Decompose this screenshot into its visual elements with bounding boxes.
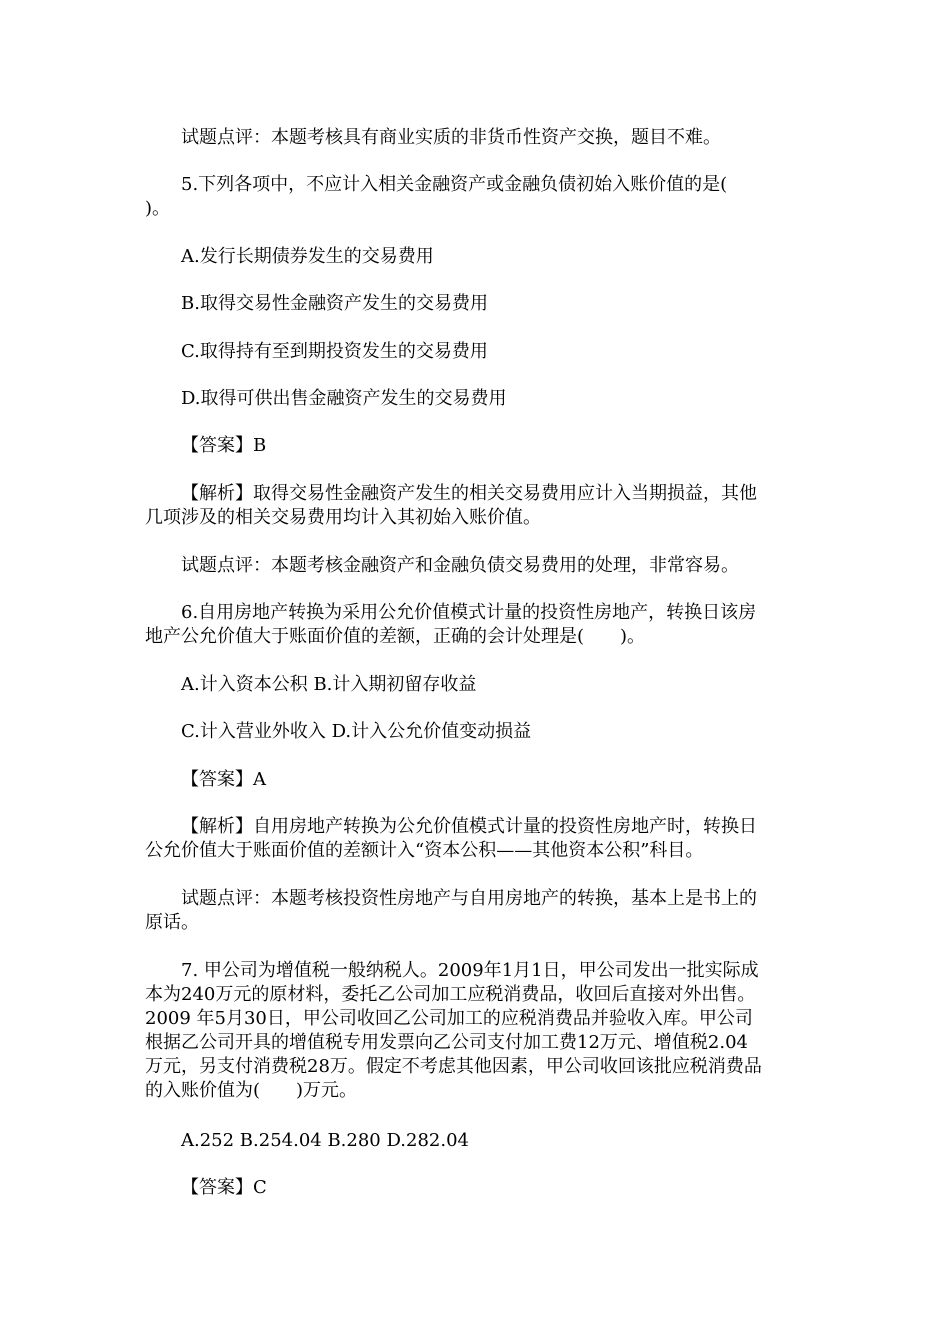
text-line: 地产公允价值大于账面价值的差额，正确的会计处理是( )。 xyxy=(145,626,646,647)
text-line: 根据乙公司开具的增值税专用发票向乙公司支付加工费12万元、增值税2.04 xyxy=(145,1032,748,1053)
text-line: 【解析】自用房地产转换为公允价值模式计量的投资性房地产时，转换日 xyxy=(181,816,757,837)
question-6-options-cd xyxy=(145,720,810,744)
text-line: C.计入营业外收入 D.计入公允价值变动损益 xyxy=(181,721,532,742)
text-line: 几项涉及的相关交易费用均计入其初始入账价值。 xyxy=(145,507,541,528)
text-line: 的入账价值为( )万元。 xyxy=(145,1080,358,1101)
question-5-comment xyxy=(145,554,810,578)
text-line: 6.自用房地产转换为采用公允价值模式计量的投资性房地产，转换日该房 xyxy=(181,602,757,623)
question-7-stem xyxy=(145,959,810,1103)
text-line: C.取得持有至到期投资发生的交易费用 xyxy=(181,341,488,362)
text-line: 【答案】C xyxy=(181,1177,267,1198)
text-line: A.252 B.254.04 B.280 D.282.04 xyxy=(181,1130,469,1151)
question-5-answer xyxy=(145,434,810,458)
question-5-option-a xyxy=(145,245,810,269)
text-line: 2009 年5月30日，甲公司收回乙公司加工的应税消费品并验收入库。甲公司 xyxy=(145,1008,753,1029)
text-line: 试题点评：本题考核投资性房地产与自用房地产的转换，基本上是书上的 xyxy=(181,888,757,909)
text-line: 【答案】A xyxy=(181,769,266,790)
text-line: B.取得交易性金融资产发生的交易费用 xyxy=(181,293,488,314)
question-5-option-b xyxy=(145,292,810,316)
text-line: 【解析】取得交易性金融资产发生的相关交易费用应计入当期损益，其他 xyxy=(181,483,757,504)
text-line: A.计入资本公积 B.计入期初留存收益 xyxy=(181,674,477,695)
question-6-stem xyxy=(145,601,810,649)
question-6-answer xyxy=(145,768,810,792)
text-line: 公允价值大于账面价值的差额计入“资本公积——其他资本公积”科目。 xyxy=(145,840,704,861)
question-6-analysis xyxy=(145,815,810,863)
question-5-analysis xyxy=(145,482,810,530)
text-line: 试题点评：本题考核具有商业实质的非货币性资产交换，题目不难。 xyxy=(181,127,721,148)
text-line: 7. 甲公司为增值税一般纳税人。2009年1月1日，甲公司发出一批实际成 xyxy=(181,960,759,981)
question-6-comment xyxy=(145,887,810,935)
text-line: 试题点评：本题考核金融资产和金融负债交易费用的处理，非常容易。 xyxy=(181,555,739,576)
text-line: 原话。 xyxy=(145,912,199,933)
text-line: )。 xyxy=(145,198,171,219)
question-7-options xyxy=(145,1129,810,1153)
question-4-comment xyxy=(145,126,810,150)
question-6-options-ab xyxy=(145,673,810,697)
text-line: A.发行长期债券发生的交易费用 xyxy=(181,246,434,267)
question-7-answer xyxy=(145,1176,810,1200)
question-5-option-c xyxy=(145,340,810,364)
text-line: 万元，另支付消费税28万。假定不考虑其他因素，甲公司收回该批应税消费品 xyxy=(145,1056,762,1077)
question-5-stem xyxy=(145,173,810,221)
question-5-option-d xyxy=(145,387,810,411)
text-line: 5.下列各项中，不应计入相关金融资产或金融负债初始入账价值的是( xyxy=(181,174,728,195)
text-line: D.取得可供出售金融资产发生的交易费用 xyxy=(181,388,507,409)
text-line: 本为240万元的原材料，委托乙公司加工应税消费品，收回后直接对外出售。 xyxy=(145,984,756,1005)
text-line: 【答案】B xyxy=(181,435,267,456)
